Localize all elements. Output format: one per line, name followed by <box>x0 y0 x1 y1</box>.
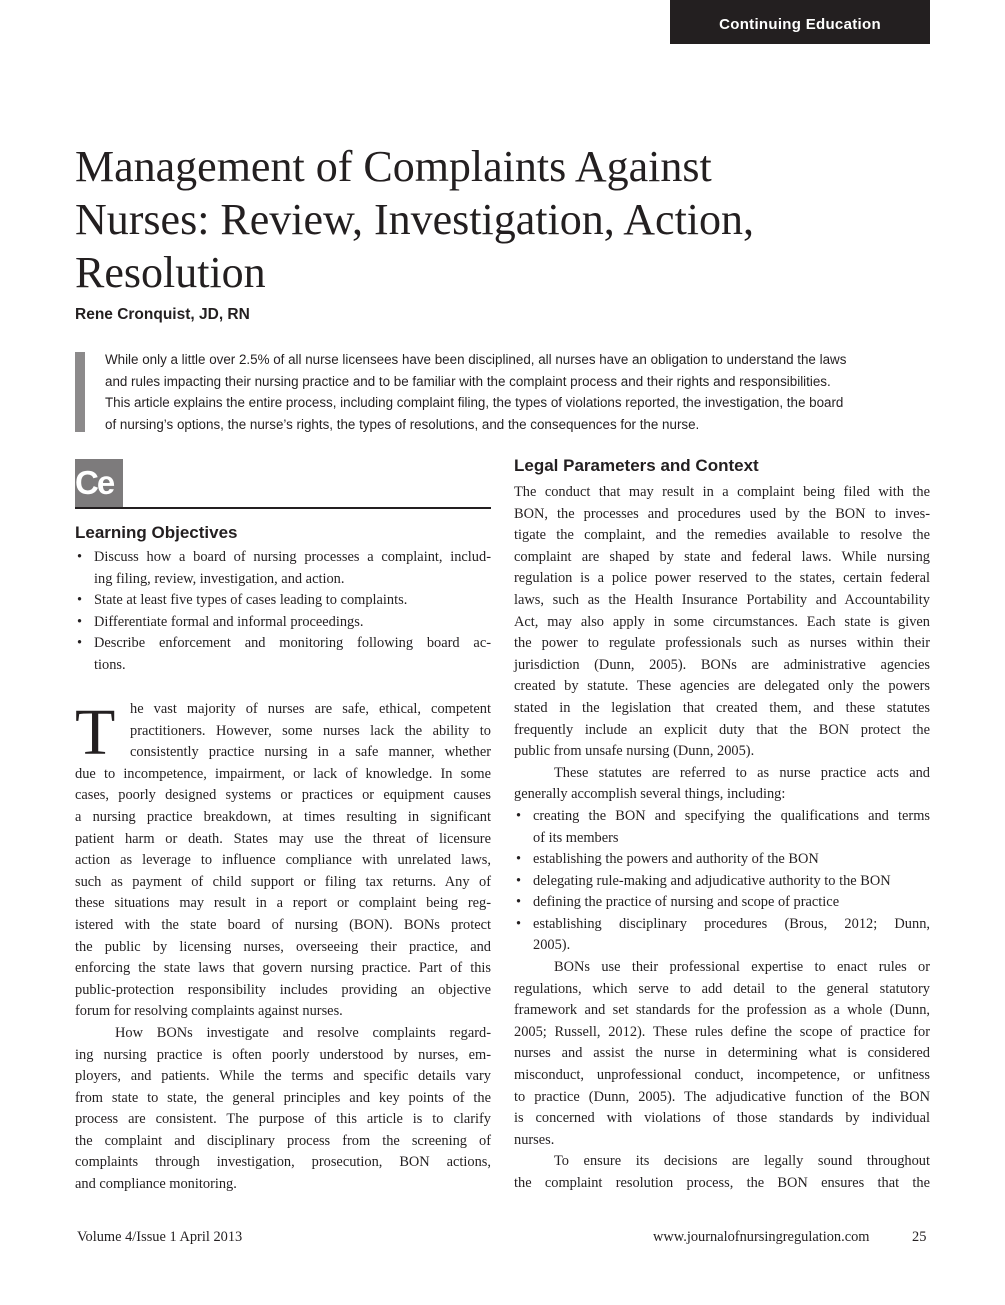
right-column-text <box>514 482 930 1195</box>
abstract-line: of nursing’s options, the nurse’s rights, the types of resolutions, and the consequences for the nurse. <box>105 416 700 432</box>
text-line: How BONs investigate and resolve complaints regard- <box>115 1024 491 1041</box>
abstract-line: While only a little over 2.5% of all nurse licensees have been disciplined, all nurses have an obligation to understand the laws <box>105 352 847 367</box>
author-byline: Rene Cronquist, JD, RN <box>75 306 250 323</box>
drop-cap: T <box>75 696 116 769</box>
text-line: istered with the state board of nursing (BON). BONs protect <box>75 916 491 933</box>
list-item-line: • Describe enforcement and monitoring following board ac- <box>94 635 491 652</box>
title-line: Management of Complaints Against <box>75 142 712 191</box>
title-line: Resolution <box>75 248 266 297</box>
ce-logo: Ce <box>75 459 123 507</box>
list-item-line: • defining the practice of nursing and scope of practice <box>533 894 840 911</box>
abstract-line: and rules impacting their nursing practice and to be familiar with the complaint process and their rights and responsibilities. <box>105 373 831 389</box>
footer-website: www.journalofnursingregulation.com <box>653 1229 870 1245</box>
text-line: to practice (Dunn, 2005). The adjudicative function of the BON <box>514 1088 930 1105</box>
text-line: framework and set standards for the profession as a whole (Dunn, <box>514 1002 930 1019</box>
divider <box>75 507 491 509</box>
text-line: laws, such as the Health Insurance Portability and Accountability <box>514 591 930 608</box>
text-line: a nursing practice breakdown, at times resulting in significant <box>75 808 491 825</box>
list-item-line: • establishing the powers and authority of the BON <box>533 851 819 868</box>
section-tag: Continuing Education <box>670 0 930 44</box>
text-line: nurses and assist the nurse in determining what is considered <box>514 1045 930 1062</box>
abstract-line: This article explains the entire process, including complaint filing, the types of violations reported, the investigation, the board <box>105 395 844 411</box>
intro-paragraph <box>75 696 491 1196</box>
list-item <box>514 914 930 957</box>
text-line: ing nursing practice is often poorly understood by nurses, em- <box>75 1046 491 1063</box>
list-item-line: • delegating rule-making and adjudicative authority to the BON <box>533 872 891 889</box>
text-line: the complaint resolution process, the BON ensures that the <box>514 1175 930 1191</box>
text-line: regulation is a police power reserved to the states, certain federal <box>514 570 930 587</box>
text-line: ployers, and patients. While the terms and specific details vary <box>75 1068 491 1085</box>
text-line: regulations, which serve to add detail to the general statutory <box>514 980 930 997</box>
text-line: nurses. <box>514 1131 555 1148</box>
text-line: BONs use their professional expertise to enact rules or <box>554 959 930 976</box>
text-line: Act, may also apply in some circumstances. Each state is given <box>514 613 930 630</box>
text-line: jurisdiction (Dunn, 2005). BONs are administrative agencies <box>514 656 930 673</box>
text-line: the public by licensing nurses, overseeing their practice, and <box>75 938 491 955</box>
text-line: he vast majority of nurses are safe, ethical, competent <box>130 701 491 717</box>
text-line: created by statute. These agencies are delegated only the powers <box>514 678 930 695</box>
text-line: public from unsafe nursing (Dunn, 2005). <box>514 743 755 760</box>
abstract-bar <box>75 352 85 432</box>
text-line: complaints through investigation, prosecution, BON actions, <box>75 1154 491 1171</box>
list-item-line: • Differentiate formal and informal proceedings. <box>94 613 364 630</box>
title-line: Nurses: Review, Investigation, Action, <box>75 195 755 244</box>
text-line: enforcing the state laws that govern nursing practice. Part of this <box>75 960 491 977</box>
text-line: the power to regulate professionals such as nurses within their <box>514 635 930 652</box>
text-line: generally accomplish several things, including: <box>514 786 786 803</box>
page-number: 25 <box>912 1229 927 1245</box>
list-item <box>514 806 930 849</box>
list-item <box>514 849 930 871</box>
text-line: is concerned with violations of those standards by individual <box>514 1110 930 1127</box>
text-line: tigate the complaint, and the remedies available to resolve the <box>514 527 930 544</box>
text-line: These statutes are referred to as nurse practice acts and <box>554 764 930 781</box>
text-line: process are consistent. The purpose of this article is to clarify <box>75 1111 491 1128</box>
list-item-line: • Discuss how a board of nursing processes a complaint, includ- <box>94 549 491 565</box>
text-line: and compliance monitoring. <box>75 1176 237 1193</box>
text-line: action as leverage to influence compliance with unrelated laws, <box>75 852 491 869</box>
list-item <box>75 612 491 634</box>
text-line: such as payment of child support or filing tax returns. Any of <box>75 873 491 890</box>
legal-parameters-heading: Legal Parameters and Context <box>514 456 759 475</box>
text-line: 2005; Russell, 2012). These rules define the scope of practice for <box>514 1023 930 1040</box>
list-item-line: • establishing disciplinary procedures (Brous, 2012; Dunn, <box>533 915 930 932</box>
list-item <box>514 871 930 893</box>
text-line: frequently include an explicit duty that the BON protect the <box>514 721 930 738</box>
text-line: misconduct, unprofessional conduct, incompetence, or unfitness <box>514 1067 930 1084</box>
text-line: practitioners. However, some nurses lack the ability to <box>130 722 491 739</box>
list-item-line: 2005). <box>533 937 571 954</box>
list-item <box>75 590 491 612</box>
text-line: stated in the legislation that created them, and these statutes <box>514 699 930 716</box>
list-item-line: • State at least five types of cases leading to complaints. <box>94 592 408 609</box>
text-line: public-protection responsibility includes providing an objective <box>75 981 491 998</box>
text-line: forum for resolving complaints against nurses. <box>75 1003 343 1020</box>
text-line: consistently practice nursing in a safe manner, whether <box>130 744 491 761</box>
list-item <box>75 547 491 590</box>
article-title <box>75 140 945 299</box>
text-line: patient harm or death. States may use the threat of licensure <box>75 830 491 847</box>
text-line: these situations may result in a report or complaint being reg- <box>75 895 491 912</box>
abstract <box>105 349 935 435</box>
text-line: The conduct that may result in a complaint being filed with the <box>514 484 930 500</box>
list-item-line: tions. <box>94 656 126 673</box>
text-line: cases, poorly designed systems or practices or equipment causes <box>75 787 491 804</box>
text-line: complaint are shaped by state and federal laws. While nursing <box>514 548 930 565</box>
text-line: the complaint and disciplinary process from the screening of <box>75 1132 491 1149</box>
text-line: BON, the processes and procedures used by the BON to inves- <box>514 505 930 522</box>
learning-objectives-heading: Learning Objectives <box>75 523 238 542</box>
list-item-line: ing filing, review, investigation, and action. <box>94 570 345 587</box>
footer-volume: Volume 4/Issue 1 April 2013 <box>77 1229 243 1245</box>
list-item-line: • creating the BON and specifying the qualifications and terms <box>533 807 930 824</box>
list-item <box>75 633 491 676</box>
list-item <box>514 892 930 914</box>
text-line: due to incompetence, impairment, or lack of knowledge. In some <box>75 765 491 782</box>
text-line: To ensure its decisions are legally sound throughout <box>554 1153 930 1170</box>
text-line: from state to state, the general principles and key points of the <box>75 1089 491 1106</box>
list-item-line: of its members <box>533 829 619 846</box>
learning-objectives-list <box>75 547 491 677</box>
